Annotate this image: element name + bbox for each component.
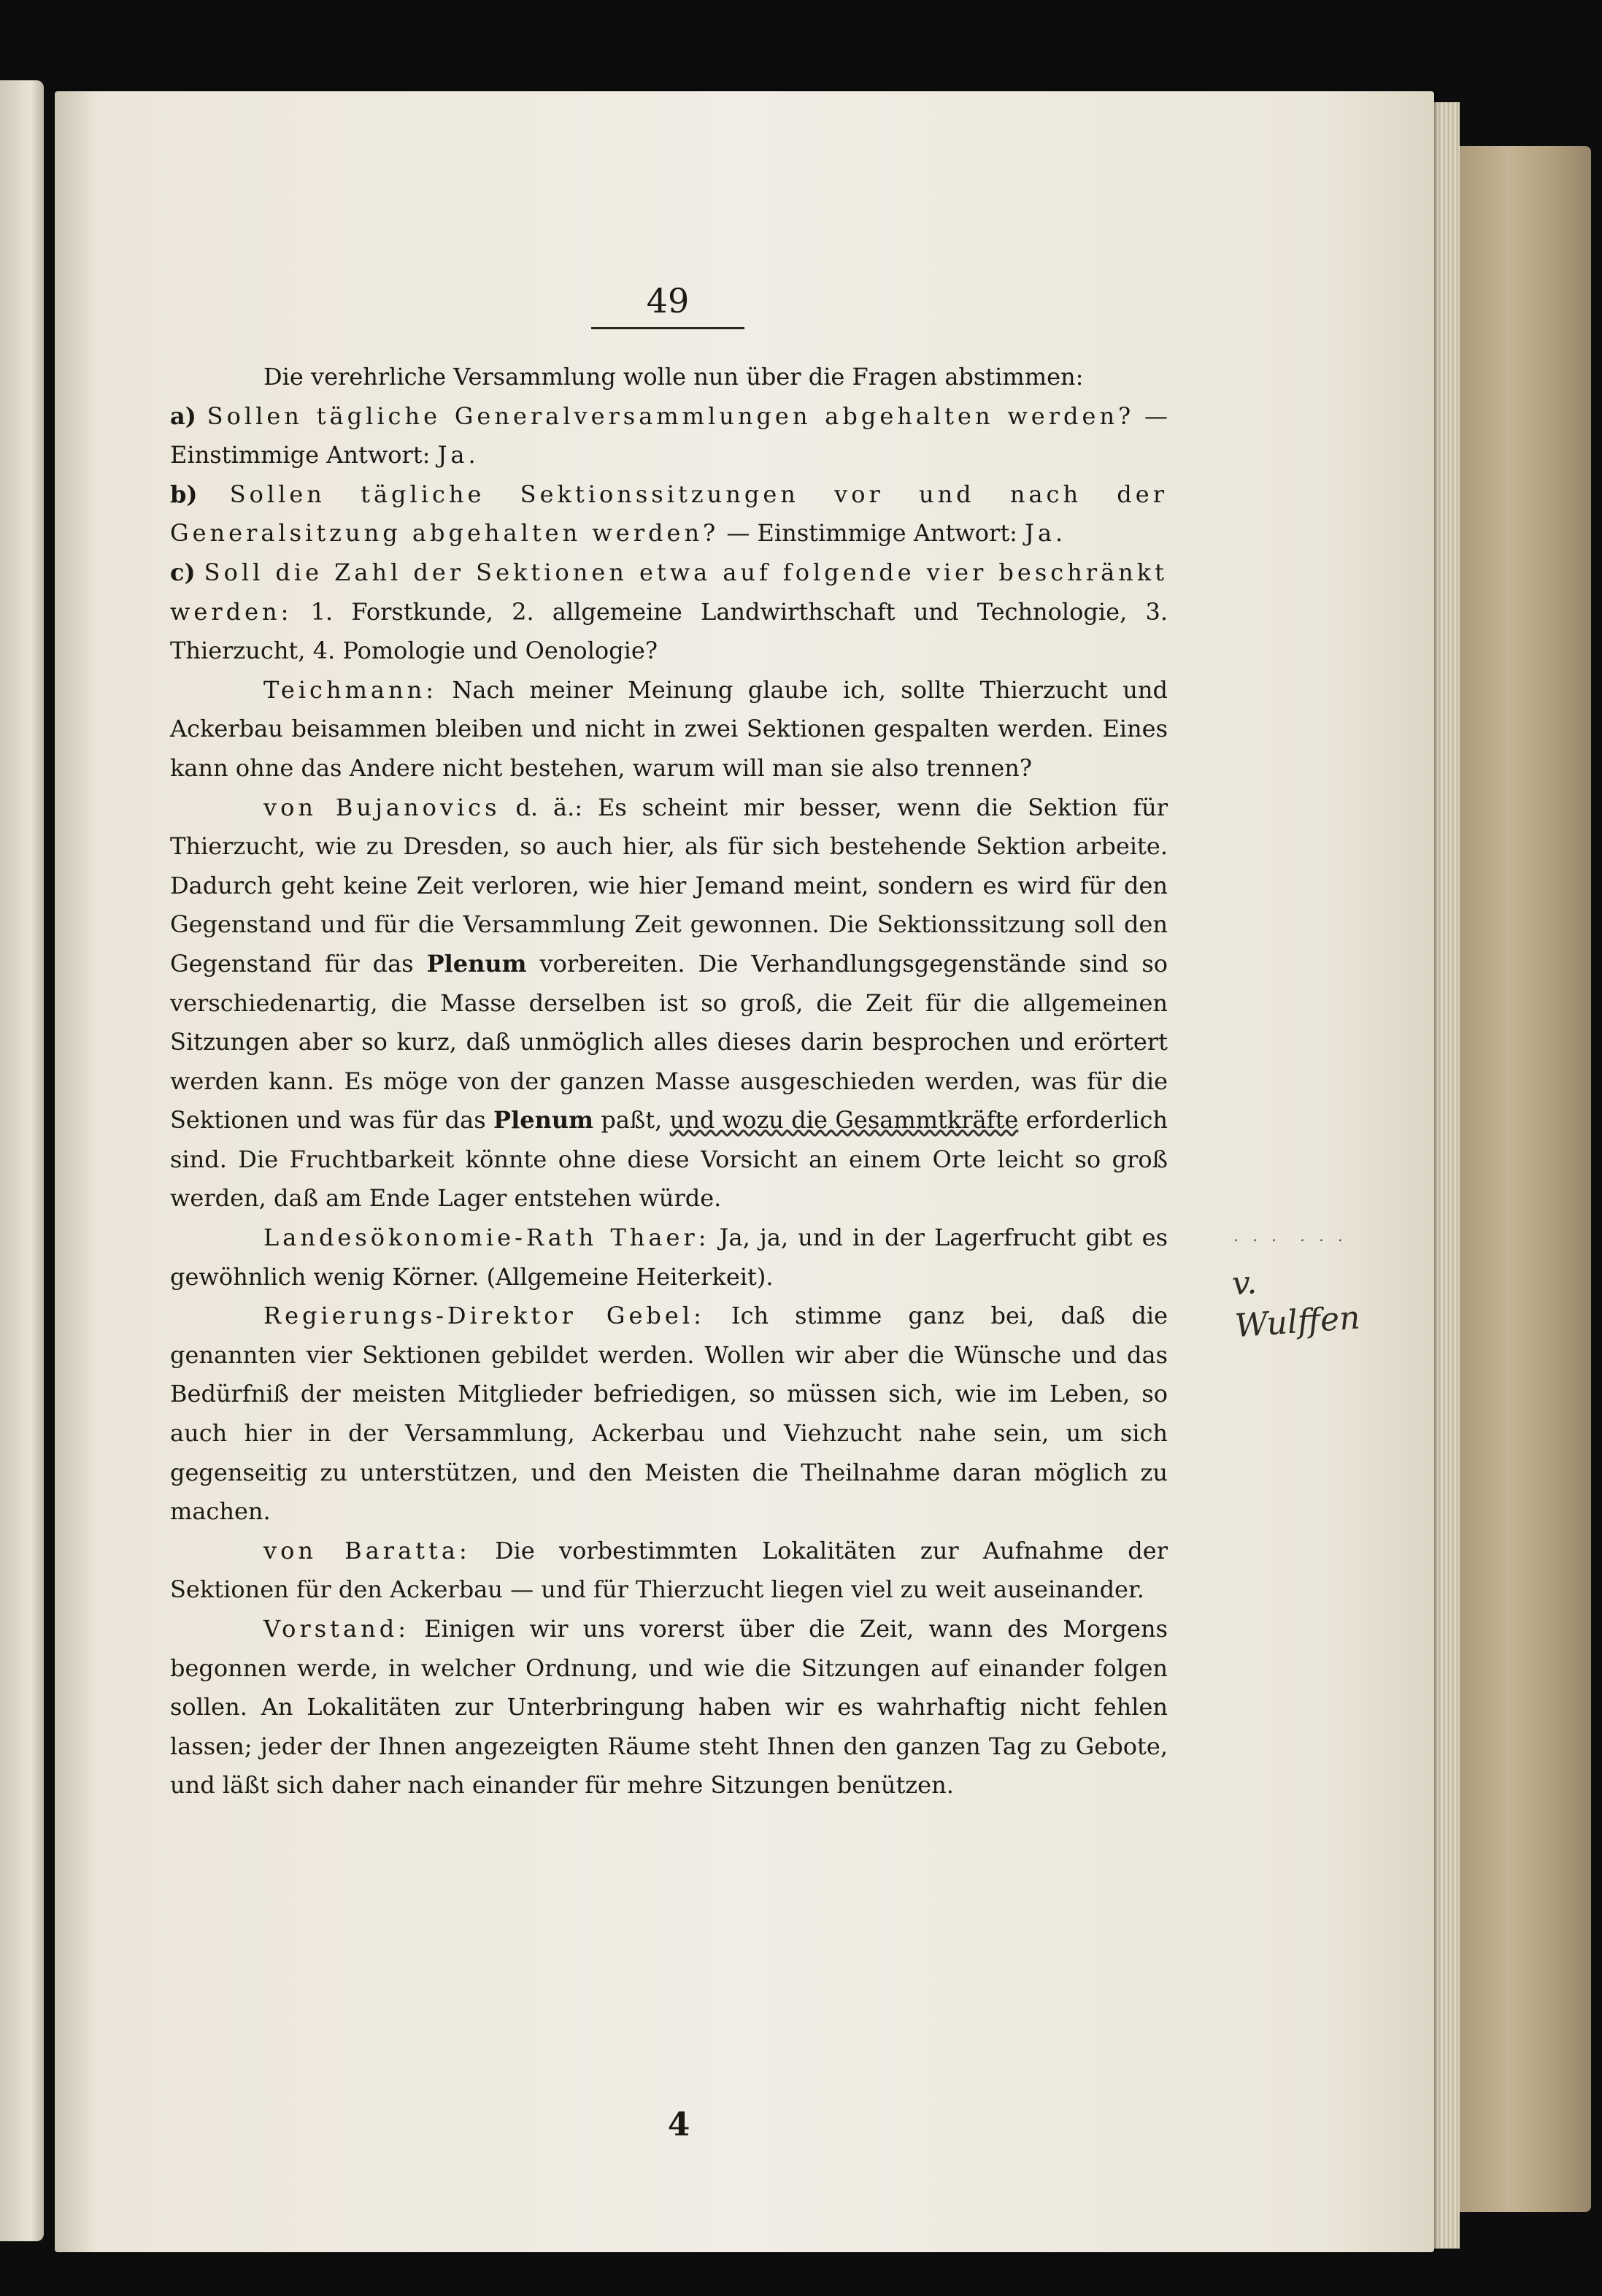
paragraph-text: erforderlich sind. Die Fruchtbarkeit könnte ohne diese Vorsicht an einem Orte leicht so groß werden, daß am Ende Lager entstehen würde. xyxy=(170,1106,1168,1213)
speaker-name: Regierungs-Direktor Gebel: xyxy=(263,1302,705,1330)
paragraph xyxy=(170,1610,1168,1805)
paragraph-text: 1. Forstkunde, 2. allgemeine Landwirthschaft und Technologie, 3. Thierzucht, 4. Pomologie und Oenologie? xyxy=(170,597,1168,665)
page-number: 49 xyxy=(646,281,690,320)
emphasis-label: a) xyxy=(170,402,207,430)
paragraph xyxy=(170,671,1168,788)
page-body-text xyxy=(170,358,1168,1805)
emphasis-label: Plenum xyxy=(493,1106,593,1134)
speaker-name: von Bujanovics xyxy=(263,793,501,821)
underlined-phrase: und wozu die Gesammtkräfte xyxy=(669,1106,1019,1134)
handwritten-margin-annotation: . . . . . . v. Wulffen xyxy=(1231,1227,1362,1345)
emphasis-label: b) xyxy=(170,480,230,508)
paragraph xyxy=(170,553,1168,671)
header-rule xyxy=(591,327,744,329)
book-fore-edge xyxy=(1452,146,1591,2212)
paragraph-text: Nach meiner Meinung glaube ich, sollte Thierzucht und Ackerbau beisammen bleiben und nicht in zwei Sektionen gespalten werden. Eines kann ohne das Andere nicht bestehen, warum will man sie also trennen? xyxy=(170,675,1168,782)
signature-mark: 4 xyxy=(667,2106,690,2143)
emphasis-label: Plenum xyxy=(426,949,527,978)
paragraph xyxy=(170,358,1168,397)
emphasis-label: c) xyxy=(170,558,204,586)
paragraph-text: Die verehrliche Versammlung wolle nun über die Fragen abstimmen: xyxy=(263,363,1084,391)
paragraph-text: Einigen wir uns vorerst über die Zeit, wann des Morgens begonnen werde, in welcher Ordnung, und wie die Sitzungen auf einander folgen sollen. An Lokalitäten zur Unterbringung haben wir es wahrhaftig nicht fehlen lassen; jeder der Ihnen angezeigten Räume steht Ihnen den ganzen Tag zu Gebote, und läßt sich daher nach einander für mehre Sitzungen benützen. xyxy=(170,1615,1168,1800)
facing-page-edge xyxy=(0,80,44,2241)
paragraph xyxy=(170,1218,1168,1297)
paragraph-text: Die vorbestimmten Lokalitäten zur Aufnahme der Sektionen für den Ackerbau — und für Thierzucht liegen viel zu weit auseinander. xyxy=(170,1536,1168,1604)
paragraph-text: Ich stimme ganz bei, daß die genannten vier Sektionen gebildet werden. Wollen wir aber die Wünsche und das Bedürfniß der meisten Mitglieder befriedigen, so müssen sich, wie im Leben, so auch hier in der Versammlung, Ackerbau und Viehzucht nahe sein, um sich gegenseitig zu unterstützen, und den Meisten die Theilnahme daran möglich zu machen. xyxy=(170,1302,1168,1526)
paragraph-text: paßt, xyxy=(593,1106,670,1134)
paragraph xyxy=(170,1532,1168,1610)
speaker-name: Teichmann: xyxy=(263,675,437,704)
paragraph-text: d. ä.: Es scheint mir besser, wenn die Sektion für Thierzucht, wie zu Dresden, so auch hier, als für sich bestehende Sektion arbeite. Dadurch geht keine Zeit verloren, wie hier Jemand meint, sondern es wird für den Gegenstand und für die Versammlung Zeit gewonnen. Die Sektionssitzung soll den Gegenstand für das xyxy=(170,793,1168,978)
paragraph-text: — Einstimmige Antwort: xyxy=(719,519,1025,548)
paragraph-text: Ja, ja, und in der Lagerfrucht gibt es gewöhnlich wenig Körner. (Allgemeine Heiterkeit). xyxy=(170,1224,1168,1291)
paragraph-text: vorbereiten. Die Verhandlungsgegenstände sind so verschiedenartig, die Masse derselben ist so groß, die Zeit für die allgemeinen Sitzungen aber so kurz, daß unmöglich alles dieses darin besprochen und erörtert werden kann. Es möge von der ganzen Masse ausgeschieden werden, was für die Sektionen und was für das xyxy=(170,949,1168,1134)
paragraph xyxy=(170,1297,1168,1532)
spaced-question: Ja. xyxy=(1025,519,1067,548)
speaker-name: Landesökonomie-Rath Thaer: xyxy=(263,1224,710,1252)
paragraph xyxy=(170,397,1168,475)
spaced-question: Soll die Zahl der Sektionen etwa auf folgende vier beschränkt werden: xyxy=(170,558,1168,626)
speaker-name: Vorstand: xyxy=(263,1615,409,1643)
paragraph-text: — Einstimmige Antwort: xyxy=(170,402,1168,469)
spaced-question: Ja. xyxy=(437,441,480,469)
spaced-question: Sollen tägliche Sektionssitzungen vor und nach der Generalsitzung abgehalten werden? xyxy=(170,480,1168,548)
paragraph xyxy=(170,475,1168,553)
spaced-question: Sollen tägliche Generalversammlungen abgehalten werden? xyxy=(207,402,1135,430)
paragraph xyxy=(170,788,1168,1219)
speaker-name: von Baratta: xyxy=(263,1536,471,1564)
